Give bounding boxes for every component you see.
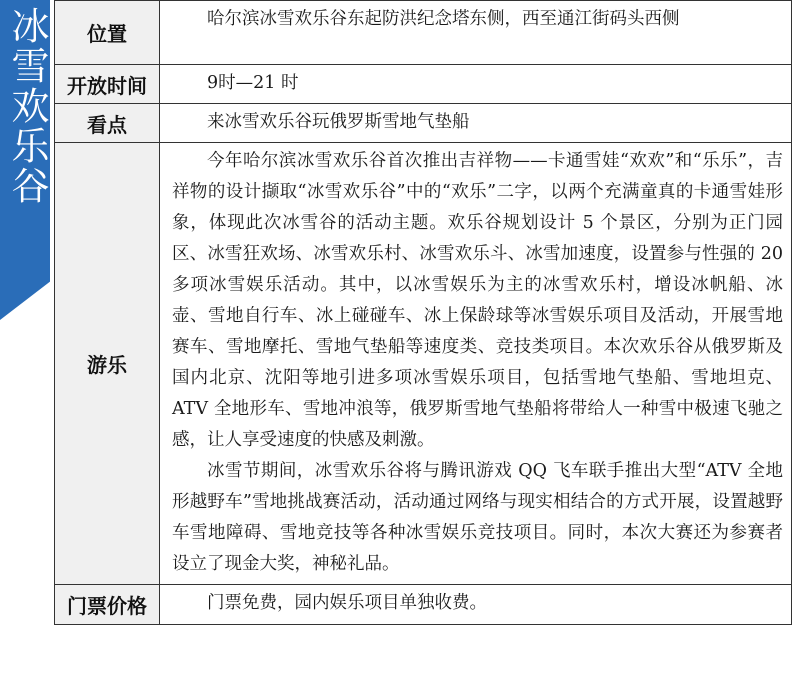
play-paragraph-2: 冰雪节期间，冰雪欢乐谷将与腾讯游戏 QQ 飞车联手推出大型“ATV 全地形越野车”雪地挑战赛活动，活动通过网络与现实相结合的方式开展，设置越野车雪地障碍、雪地竞技等各种冰雪娱乐竞技项目。同时，本次大赛还为参赛者设立了现金大奖，神秘礼品。	[172, 461, 783, 574]
highlight-label: 看点	[55, 104, 160, 143]
play-value	[160, 143, 792, 585]
hours-value	[160, 65, 792, 104]
table-row-play	[55, 143, 792, 585]
play-paragraph-1: 今年哈尔滨冰雪欢乐谷首次推出吉祥物——卡通雪娃“欢欢”和“乐乐”，吉祥物的设计撷取“冰雪欢乐谷”中的“欢乐”二字，以两个充满童真的卡通雪娃形象，体现此次冰雪谷的活动主题。欢乐谷规划设计 5 个景区，分别为正门园区、冰雪狂欢场、冰雪欢乐村、冰雪欢乐斗、冰雪加速度，设置参与性强的 20 多项冰雪娱乐活动。其中，以冰雪娱乐为主的冰雪欢乐村，增设冰帆船、冰壶、雪地自行车、冰上碰碰车、冰上保龄球等冰雪娱乐项目及活动，开展雪地赛车、雪地摩托、雪地气垫船等速度类、竞技类项目。本次欢乐谷从俄罗斯及国内北京、沈阳等地引进多项冰雪娱乐项目，包括雪地气垫船、雪地坦克、ATV 全地形车、雪地冲浪等，俄罗斯雪地气垫船将带给人一种雪中极速飞驰之感，让人享受速度的快感及刺激。	[172, 151, 783, 450]
play-label: 游乐	[55, 143, 160, 585]
hours-label: 开放时间	[55, 65, 160, 104]
table-row-hours	[55, 65, 792, 104]
ticket-label: 门票价格	[55, 585, 160, 625]
location-label: 位置	[55, 1, 160, 65]
page-title: 冰雪欢乐谷	[5, 6, 49, 206]
table-row-location	[55, 1, 792, 65]
ticket-value	[160, 585, 792, 625]
table-row-highlight	[55, 104, 792, 143]
table-row-ticket	[55, 585, 792, 625]
highlight-text: 来冰雪欢乐谷玩俄罗斯雪地气垫船	[207, 112, 470, 132]
location-text: 哈尔滨冰雪欢乐谷东起防洪纪念塔东侧，西至通江街码头西侧	[207, 9, 680, 29]
ticket-text: 门票免费，园内娱乐项目单独收费。	[207, 593, 487, 613]
info-table	[54, 0, 792, 625]
location-value	[160, 1, 792, 65]
hours-text: 9时—21 时	[207, 73, 299, 93]
highlight-value	[160, 104, 792, 143]
